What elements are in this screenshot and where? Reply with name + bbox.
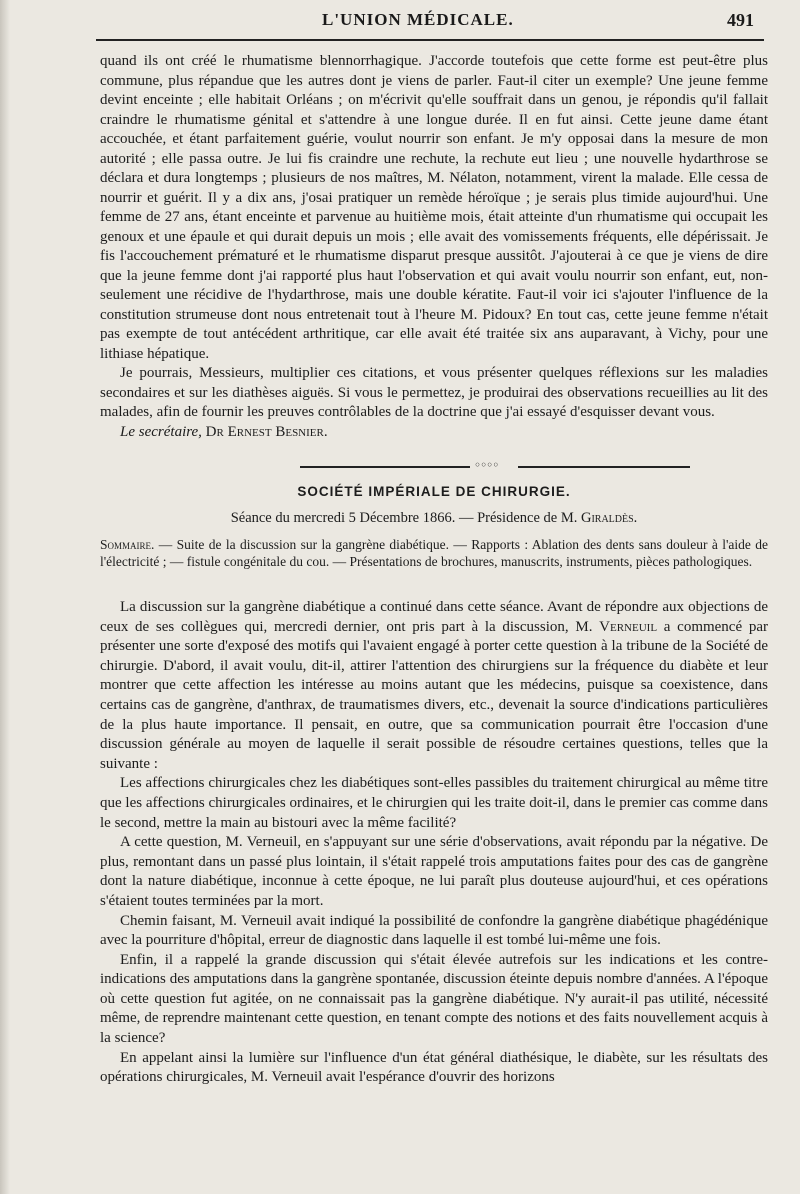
- divider-ornament: ◦◦◦◦: [474, 458, 499, 472]
- article-continuation: [100, 52, 768, 442]
- paragraph: Enfin, il a rappelé la grande discussion qui s'était élevée autrefois sur les indications et les contre-indications des amputations dans la gangrène spontanée, discussion éteinte depuis nombre d'années. A l'époque où cette question fut agitée, on ne connaissait pas la gangrène diabétique. N'y aurait-il pas utilité, nécessité même, de reprendre maintenant cette question, en tenant compte des notions et des faits nouvellement acquis à la science?: [100, 951, 768, 1047]
- paragraph: quand ils ont créé le rhumatisme blennorrhagique. J'accorde toutefois que cette forme est peut-être plus commune, plus répandue que les autres dont je viens de parler. Faut-il citer un exemple? Une jeune femme devint enceinte ; elle habitait Orléans ; on m'écrivit qu'elle souffrait dans un genou, je répondis qu'il fallait craindre le rhumatisme génital et s'attendre à une longue durée. Il en fut ainsi. Cette jeune dame étant accouchée, et étant parfaitement guérie, voulut nourrir son enfant. Je m'y opposai dans la mesure de mon autorité ; elle passa outre. Je lui fis craindre une rechute, la rechute eut lieu ; une nouvelle hydarthrose se déclara et dura longtemps ; plusieurs de nos maîtres, M. Nélaton, notamment, virent la malade. Elle cessa de nourrir et guérit. Il y a dix ans, j'osai pratiquer un remède héroïque ; je serais plus timide aujourd'hui. Une femme de 27 ans, étant enceinte et parvenue au huitième mois, était atteinte d'un rhumatisme qui occupait les genoux et une épaule et qui durait depuis un mois ; elle avait des vomissements fréquents, elle dépérissait. Je fis l'accouchement prématuré et le rhumatisme disparut presque aussitôt. J'ajouterai à ce que je viens de dire que la jeune femme dont j'ai rapporté plus haut l'observation et qui avait voulu nourrir son enfant, eut, non-seulement une récidive de l'hydarthrose, mais une double kératite. Faut-il voir ici s'ajouter l'influence de la constitution strumeuse dont nous entretenait tout à l'heure M. Pidoux? En tout cas, cette jeune femme n'était pas exempte de tout antécédent arthritique, car elle avait été traitée six ans auparavant, à Vichy, pour une lithiase hépatique.: [100, 53, 768, 362]
- summary: [100, 537, 768, 570]
- header-rule: [96, 39, 764, 41]
- paragraph-text: La discussion sur la gangrène diabétique a continué dans cette séance. Avant de répondre aux objections de ceux de ses collègues qui, mercredi dernier, ont pris part à la discussion, M.: [100, 599, 768, 635]
- divider-line: [518, 466, 690, 468]
- signature-name: Dr Ernest Besnier.: [205, 423, 328, 440]
- society-title: SOCIÉTÉ IMPÉRIALE DE CHIRURGIE.: [297, 484, 571, 499]
- section-divider: [300, 458, 690, 476]
- paragraph: Les affections chirurgicales chez les diabétiques sont-elles passibles du traitement chirurgical au même titre que les affections chirurgicales ordinaires, et le chirurgien qui les traite doit-il, dans le premier cas comme dans le second, mettre la main au bistouri avec la même facilité?: [100, 775, 768, 831]
- page-number: 491: [727, 10, 754, 30]
- paragraph-text: a commencé par présenter une sorte d'exposé des motifs qui l'avaient engagé à porter cette question à la tribune de la Société de chirurgie. D'abord, il avait voulu, dit-il, attirer l'attention des chirurgiens sur la fréquence du diabète et leur montrer que cette affection les intéresse au moins autant que les médecins, puisque sa coexistence, dans certains cas de gangrène, d'anthrax, de traumatismes divers, etc., devenait la source d'indications particulières de la plus haute importance. Il pensait, en outre, que sa communication pourrait être l'occasion d'une discussion générale au moyen de laquelle il serait possible de résoudre certaines questions, telles que la suivante :: [100, 618, 768, 772]
- seance-line: [100, 510, 768, 527]
- seance-text: Séance du mercredi 5 Décembre 1866. — Présidence de M.: [230, 510, 581, 526]
- person-name: Verneuil: [599, 618, 658, 635]
- paragraph: [100, 364, 768, 423]
- paragraph: A cette question, M. Verneuil, en s'appuyant sur une série d'observations, avait répondu par la négative. De plus, remontant dans un passé plus lointain, il s'était rappelé trois amputations faites pour des cas de gangrène dont la nature diabétique, inconnue à cette époque, ne lui paraît plus douteuse aujourd'hui, et ces opérations s'étaient toutes terminées par la mort.: [100, 834, 768, 909]
- summary-label: Sommaire.: [100, 537, 155, 552]
- president-name: Giraldès.: [580, 510, 638, 526]
- paragraph: Chemin faisant, M. Verneuil avait indiqué la possibilité de confondre la gangrène diabétique phagédénique avec la pourriture d'hôpital, erreur de diagnostic dans laquelle il est tombé lui-même une fois.: [100, 912, 768, 949]
- society-report: [100, 598, 768, 1088]
- paragraph: En appelant ainsi la lumière sur l'influence d'un état général diathésique, le diabète, sur les résultats des opérations chirurgicales, M. Verneuil avait l'espérance d'ouvrir des horizons: [100, 1049, 768, 1086]
- signature: [100, 423, 768, 443]
- page-header: [0, 4, 800, 38]
- paragraph-text: Je pourrais, Messieurs, multiplier ces citations, et vous présenter quelques réflexions sur les maladies secondaires et sur les diathèses aiguës. Si vous le permettez, je produirai des observations recueillies au lit des malades, afin de fournir les preuves contrôlables de la doctrine que j'ai essayé d'esquisser devant vous.: [100, 365, 768, 420]
- running-title: L'UNION MÉDICALE.: [322, 10, 514, 29]
- divider-line: [300, 466, 470, 468]
- summary-text: — Suite de la discussion sur la gangrène diabétique. — Rapports : Ablation des dents sans douleur à l'aide de l'électricité ; — fistule congénitale du cou. — Présentations de brochures, manuscrits, instruments, pièces pathologiques.: [100, 537, 768, 569]
- paragraph: [100, 598, 768, 774]
- signature-role: Le secrétaire,: [120, 423, 202, 440]
